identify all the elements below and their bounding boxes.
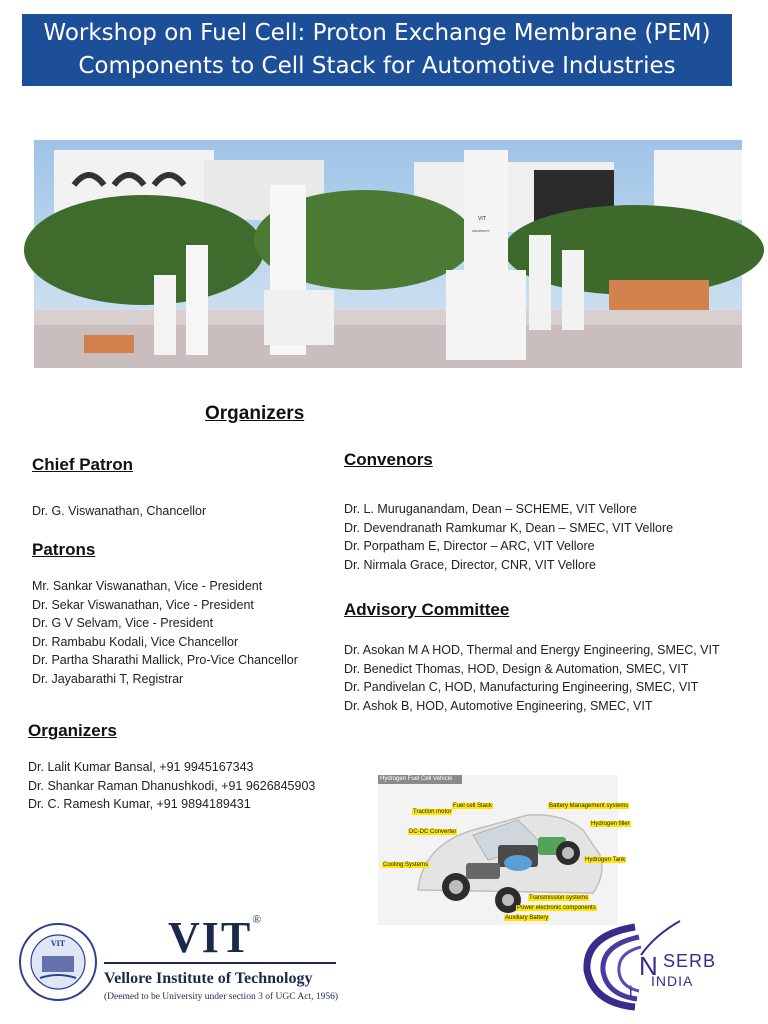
chief-patron-heading: Chief Patron	[32, 455, 134, 474]
car-illustration	[378, 775, 618, 925]
sign-vit-text: VIT	[478, 216, 486, 222]
label-hydrogen-filler: Hydrogen filler	[591, 821, 630, 827]
convenors-heading: Convenors	[344, 450, 433, 469]
list-item: Dr. Devendranath Ramkumar K, Dean – SMEC, VIT Vellore	[344, 520, 674, 535]
list-item: Dr. Pandivelan C, HOD, Manufacturing Engineering, SMEC, VIT	[344, 680, 699, 695]
serb-india-logo	[575, 915, 735, 1015]
label-dcdc-converter: DC-DC Converter	[409, 829, 457, 835]
title-line-2: Components to Cell Stack for Automotive Industries	[78, 53, 676, 79]
organizers-main-heading: Organizers	[205, 403, 305, 424]
list-item: Dr. Lalit Kumar Bansal, +91 9945167343	[28, 760, 254, 774]
deemed-university-note: (Deemed to be University under section 3 of UGC Act, 1956)	[104, 992, 339, 1002]
list-item: Dr. L. Muruganandam, Dean – SCHEME, VIT Vellore	[344, 502, 637, 516]
campus-photo	[34, 140, 742, 368]
label-battery-management: Battery Management systems	[549, 803, 629, 809]
list-item: Dr. Shankar Raman Dhanushkodi, +91 9626845903	[28, 778, 316, 793]
fuel-cell-vehicle-diagram	[378, 775, 630, 925]
convenors-list	[344, 500, 673, 574]
patrons-list	[32, 577, 298, 689]
label-power-electronics: Power electronic components	[517, 905, 596, 911]
label-hydrogen-tank: Hydrogen Tank	[585, 857, 626, 863]
label-fuel-cell-stack: Fuel cell Stack	[453, 803, 493, 809]
list-item: Mr. Sankar Viswanathan, Vice - President	[32, 579, 263, 593]
label-cooling-systems: Cooling Systems	[383, 862, 429, 868]
diagram-caption: Hydrogen Fuel Cell Vehicle	[378, 775, 462, 784]
institute-name: Vellore Institute of Technology	[104, 970, 313, 987]
india-text: INDIA	[651, 973, 694, 989]
svg-text:VIT: VIT	[51, 939, 65, 948]
advisory-list	[344, 641, 720, 715]
label-auxiliary-battery: Auxiliary Battery	[505, 915, 549, 921]
vit-wordmark	[168, 912, 263, 963]
vit-seal-logo	[18, 920, 98, 1004]
list-item: Dr. Porpatham E, Director – ARC, VIT Vellore	[344, 539, 595, 554]
registered-mark: ®	[252, 912, 264, 926]
label-transmission: Transmission systems	[529, 895, 589, 901]
sign-university-text: UNIVERSITY	[472, 229, 490, 233]
patrons-heading: Patrons	[32, 540, 96, 559]
list-item: Dr. Benedict Thomas, HOD, Design & Automation, SMEC, VIT	[344, 661, 689, 676]
vit-logo-text: VIT	[168, 913, 253, 962]
list-item: Dr. Nirmala Grace, Director, CNR, VIT Vellore	[344, 557, 596, 572]
svg-text:N: N	[639, 951, 658, 981]
list-item: Dr. Jayabarathi T, Registrar	[32, 671, 184, 686]
svg-text:i: i	[629, 984, 633, 1001]
title-line-1: Workshop on Fuel Cell: Proton Exchange Membrane (PEM)	[43, 20, 711, 46]
page-title-banner	[22, 14, 732, 86]
list-item: Dr. Ashok B, HOD, Automotive Engineering, SMEC, VIT	[344, 698, 653, 713]
serb-text: SERB	[663, 951, 717, 971]
organizers-list	[28, 758, 315, 814]
list-item: Dr. Rambabu Kodali, Vice Chancellor	[32, 634, 239, 649]
label-traction-motor: Traction motor	[413, 809, 452, 815]
list-item: Dr. C. Ramesh Kumar, +91 9894189431	[28, 797, 251, 812]
chief-patron-name: Dr. G. Viswanathan, Chancellor	[32, 504, 207, 518]
organizers-heading: Organizers	[28, 721, 117, 740]
list-item: Dr. Sekar Viswanathan, Vice - President	[32, 597, 254, 612]
list-item: Dr. G V Selvam, Vice - President	[32, 616, 214, 631]
vit-divider	[104, 962, 336, 964]
list-item: Dr. Partha Sharathi Mallick, Pro-Vice Chancellor	[32, 653, 298, 668]
advisory-heading: Advisory Committee	[344, 600, 510, 619]
list-item: Dr. Asokan M A HOD, Thermal and Energy Engineering, SMEC, VIT	[344, 643, 720, 657]
